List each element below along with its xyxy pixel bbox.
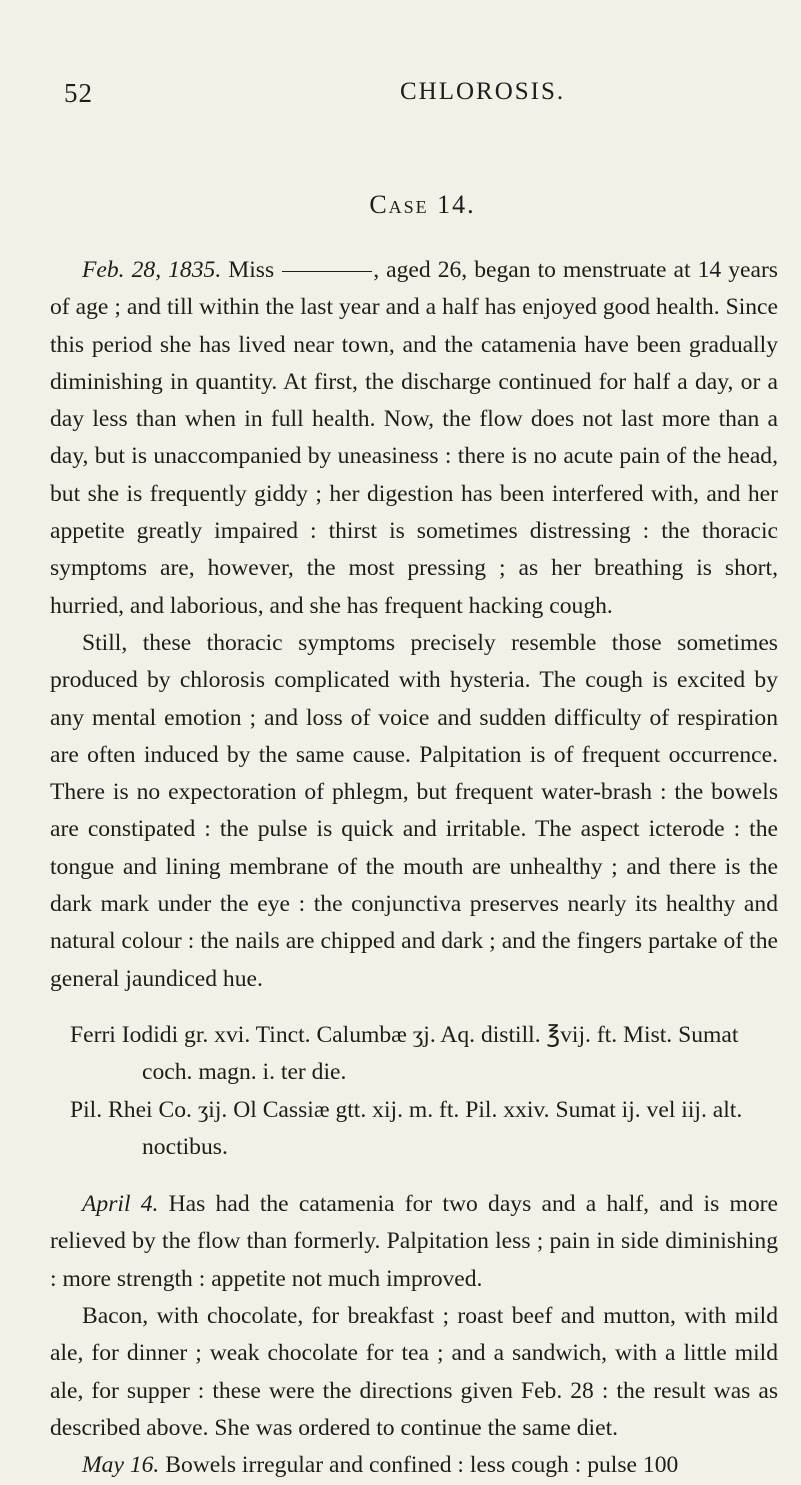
paragraph-symptoms: Still, these thoracic symptoms precisely resemble those sometimes produced by chlorosis complicated with hysteria. The cough is excited by any mental emotion ; and loss of voice and sudden difficulty of respiration are often induced by the same cause. Palpitation is of frequent occurrence. There is no expectoration of phlegm, but frequent water-brash : the bowels are constipated : the pulse is quick and irritable. The aspect icterode : the tongue and lining membrane of the mouth are unhealthy ; and there is the dark mark under the eye : the conjunctiva preserves nearly its healthy and natural colour : the nails are chipped and dark ; and the fingers partake of the general jaundiced hue. (50, 629, 778, 992)
entry-date: April 4. (82, 1191, 159, 1218)
entry-text: , aged 26, began to menstruate at 14 years of age ; and till within the last year and a half has enjoyed good health. Since this period she has lived near town, and the catamenia have been gradually diminishing in quantity. At first, the discharge continued for half a day, or a day less than when in full health. Now, the flow does not last more than a day, but is unaccompanied by uneasiness : there is no acute pain of the head, but she is frequently giddy ; her digestion has been interfered with, and her appetite greatly impaired : thirst is sometimes distressing : the thoracic symptoms are, however, the most pressing ; as her breathing is short, hurried, and laborious, and she has frequent hacking cough. (50, 257, 778, 619)
case-heading: Case 14. (369, 190, 476, 219)
prescription-block (50, 1017, 778, 1166)
name-redaction-dash (282, 271, 372, 272)
entry-text: Bowels irregular and confined : less cough : pulse 100 (165, 1452, 679, 1479)
running-head (64, 78, 761, 112)
entry-date: Feb. 28, 1835. (82, 257, 222, 283)
prescription-item: Ferri Iodidi gr. xvi. Tinct. Calumbæ ʒj. Aq. distill. ℥vij. ft. Mist. Sumat coch. magn. i. ter die. (70, 1021, 739, 1086)
entry-text: Miss (228, 257, 275, 283)
entry-text: Has had the catamenia for two days and a half, and is more relieved by the flow than formerly. Palpitation less ; pain in side diminishing : more strength : appetite not much improved. (50, 1191, 778, 1292)
paragraph-diet: Bacon, with chocolate, for breakfast ; roast beef and mutton, with mild ale, for dinner ; weak chocolate for tea ; and a sandwich, with a little mild ale, for supper : these were the directions given Feb. 28 : the result was as described above. She was ordered to continue the same diet. (50, 1303, 778, 1441)
paragraph-may-entry (50, 1447, 778, 1484)
paragraph-feb-entry (50, 252, 778, 625)
running-title: CHLOROSIS. (400, 78, 566, 105)
body-text (50, 252, 778, 1485)
paragraph-april-entry (50, 1186, 778, 1298)
prescription-item: Pil. Rhei Co. ʒij. Ol Cassiæ gtt. xij. m. ft. Pil. xxiv. Sumat ij. vel iij. alt. noctibus. (70, 1096, 743, 1160)
page-number: 52 (64, 78, 93, 108)
entry-date: May 16. (82, 1452, 160, 1479)
